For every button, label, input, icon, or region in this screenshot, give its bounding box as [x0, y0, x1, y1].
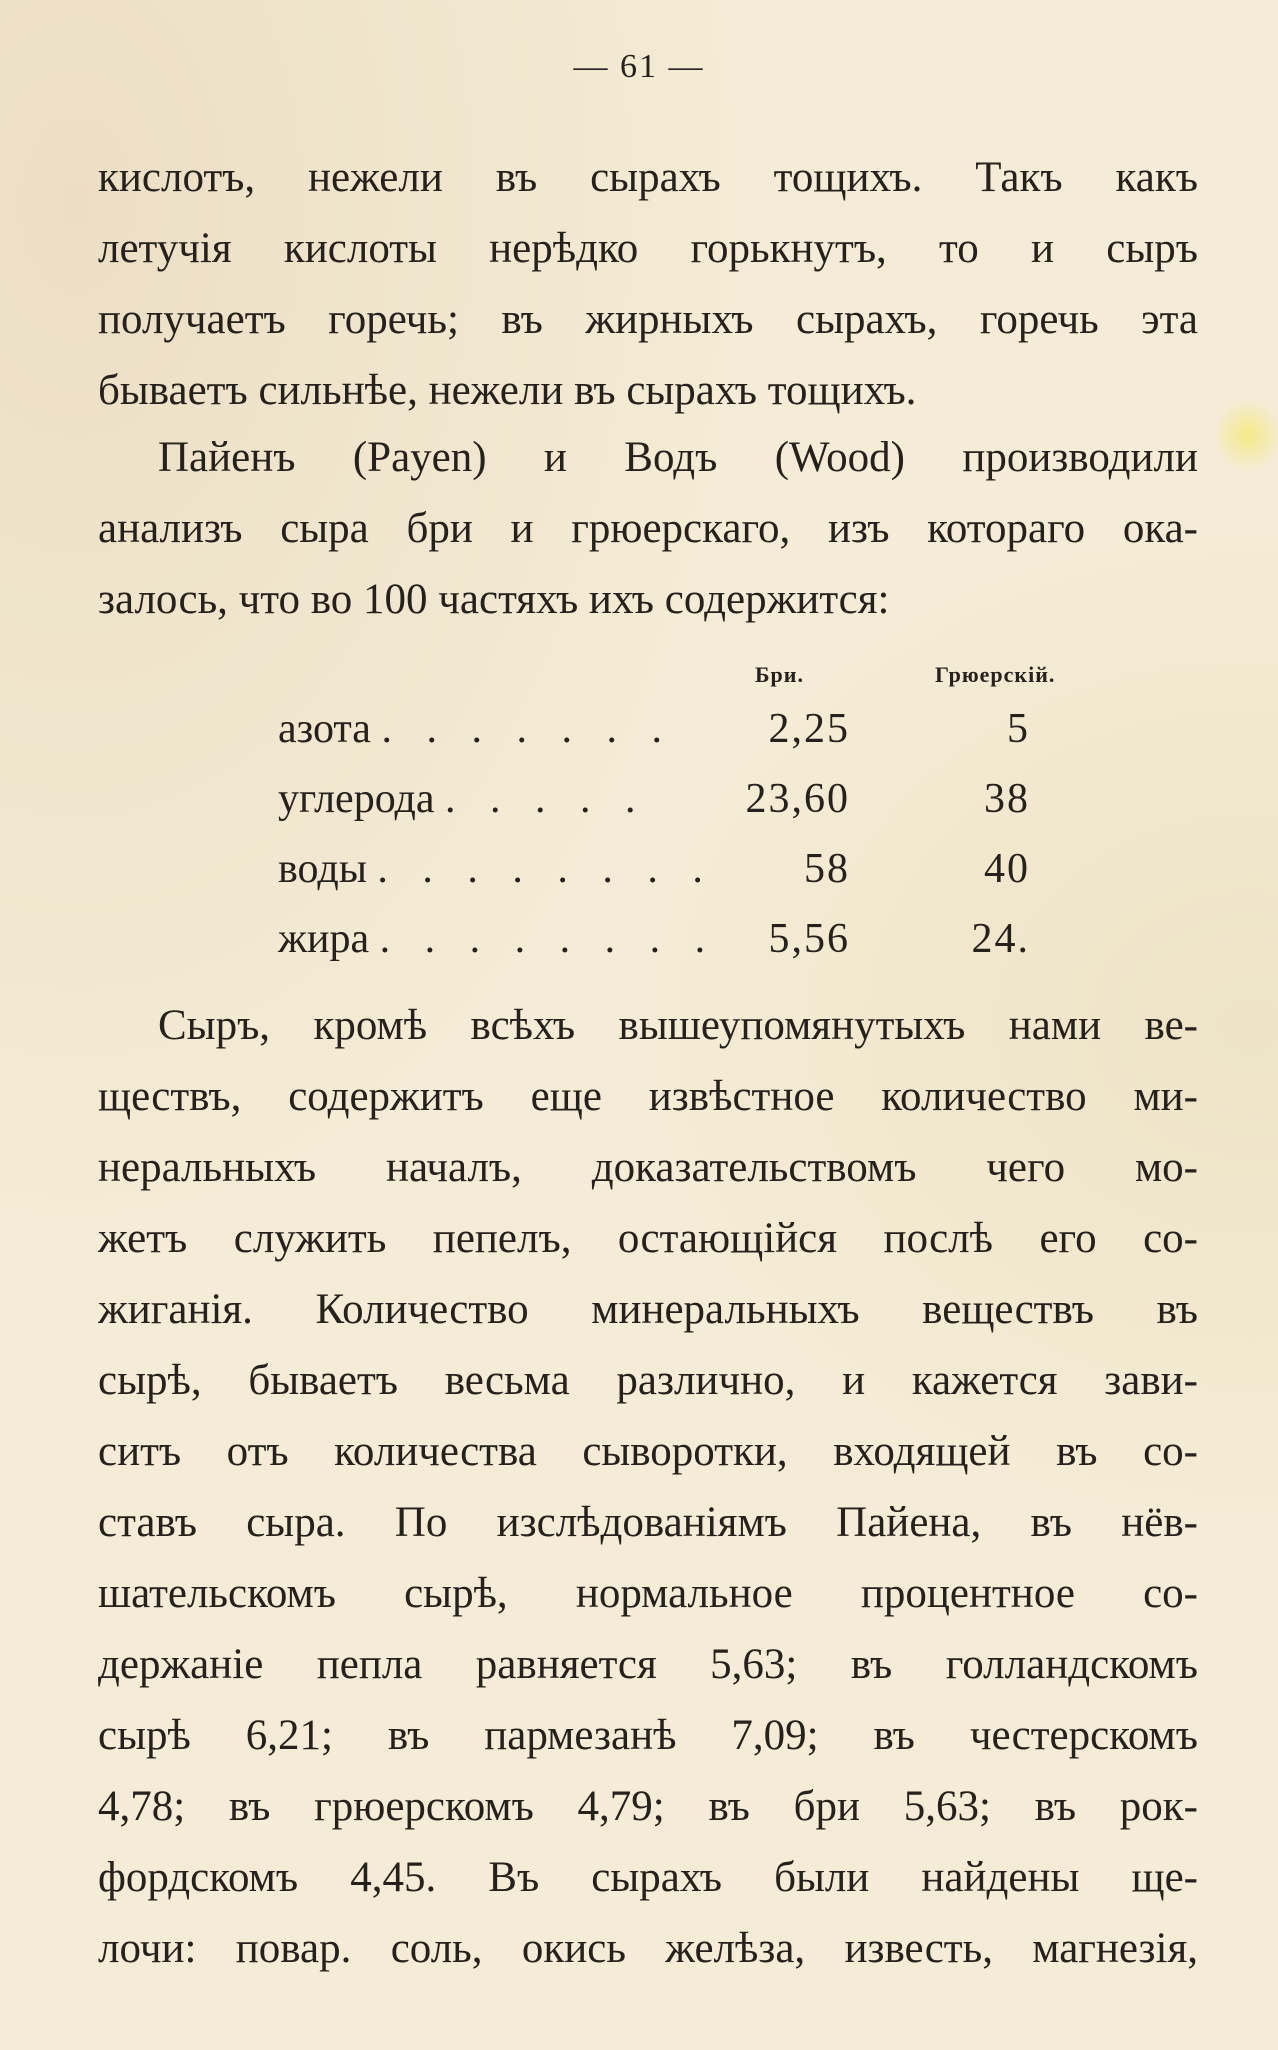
- text-line: анализъ сыра бри и грюерскаго, изъ котораго ока-: [98, 505, 1198, 552]
- gruyere-value: 24.: [971, 916, 1030, 962]
- text-line: кислотъ, нежели въ сырахъ тощихъ. Такъ какъ: [98, 154, 1198, 201]
- paragraph-1: [98, 142, 1198, 426]
- paragraph-2: [98, 422, 1198, 635]
- text-line: фордскомъ 4,45. Въ сырахъ были найдены ще-: [98, 1854, 1198, 1901]
- text-line: сырѣ 6,21; въ пармезанѣ 7,09; въ честерскомъ: [98, 1712, 1198, 1759]
- row-label: углерода: [278, 776, 435, 822]
- table-header-gruyere: Грюерскій.: [935, 662, 1056, 687]
- leader-dots: . . . . . . .: [381, 706, 674, 752]
- text-line: Пайенъ (Payen) и Водъ (Wood) производили: [158, 434, 1198, 481]
- text-line: шательскомъ сырѣ, нормальное процентное со-: [98, 1570, 1198, 1617]
- bri-value: 5,56: [768, 916, 850, 962]
- leader-dots: . . . . .: [445, 776, 648, 822]
- leader-dots: . . . . . . . .: [379, 916, 718, 962]
- text-line: 4,78; въ грюерскомъ 4,79; въ бри 5,63; въ рок-: [98, 1783, 1198, 1830]
- text-line: лочи: повар. соль, окись желѣза, известь, магнезія,: [98, 1925, 1198, 1972]
- text-line: залось, что во 100 частяхъ ихъ содержится:: [98, 576, 890, 623]
- row-label-cell: [278, 695, 674, 763]
- text-line: жетъ служить пепелъ, остающійся послѣ его со-: [98, 1215, 1198, 1262]
- bri-value: 58: [804, 846, 850, 892]
- bri-value: 2,25: [768, 706, 850, 752]
- paper-stain: [1218, 395, 1278, 475]
- paragraph-3: [98, 990, 1198, 1984]
- text-line: Сыръ, кромѣ всѣхъ вышеупомянутыхъ нами ве-: [158, 1002, 1198, 1049]
- row-label: азота: [278, 706, 371, 752]
- text-line: неральныхъ началъ, доказательствомъ чего мо-: [98, 1144, 1198, 1191]
- text-line: ществъ, содержитъ еще извѣстное количество ми-: [98, 1073, 1198, 1120]
- text-line: ситъ отъ количества сыворотки, входящей въ со-: [98, 1428, 1198, 1475]
- text-line: держаніе пепла равняется 5,63; въ голландскомъ: [98, 1641, 1198, 1688]
- text-line: получаетъ горечь; въ жирныхъ сырахъ, горечь эта: [98, 296, 1198, 343]
- table-row: [0, 905, 1278, 973]
- bri-value: 23,60: [745, 776, 850, 822]
- leader-dots: . . . . . . . .: [377, 846, 715, 892]
- table-row: [0, 835, 1278, 903]
- row-label: жира: [278, 916, 370, 962]
- table-row: [0, 695, 1278, 763]
- row-label: воды: [278, 846, 367, 892]
- row-label-cell: [278, 835, 715, 903]
- row-label-cell: [278, 905, 717, 973]
- text-line: летучія кислоты нерѣдко горькнутъ, то и сыръ: [98, 225, 1198, 272]
- page-number: — 61 —: [573, 48, 705, 85]
- gruyere-value: 38: [984, 776, 1030, 822]
- row-label-cell: [278, 765, 648, 833]
- table-header-bri: Бри.: [755, 662, 804, 687]
- text-line: ставъ сыра. По изслѣдованіямъ Пайена, въ нёв-: [98, 1499, 1198, 1546]
- text-line: сырѣ, бываетъ весьма различно, и кажется зави-: [98, 1357, 1198, 1404]
- gruyere-value: 40: [984, 846, 1030, 892]
- table-row: [0, 765, 1278, 833]
- gruyere-value: 5: [1007, 706, 1030, 752]
- text-line: бываетъ сильнѣе, нежели въ сырахъ тощихъ.: [98, 367, 917, 414]
- text-line: жиганія. Количество минеральныхъ веществъ въ: [98, 1286, 1198, 1333]
